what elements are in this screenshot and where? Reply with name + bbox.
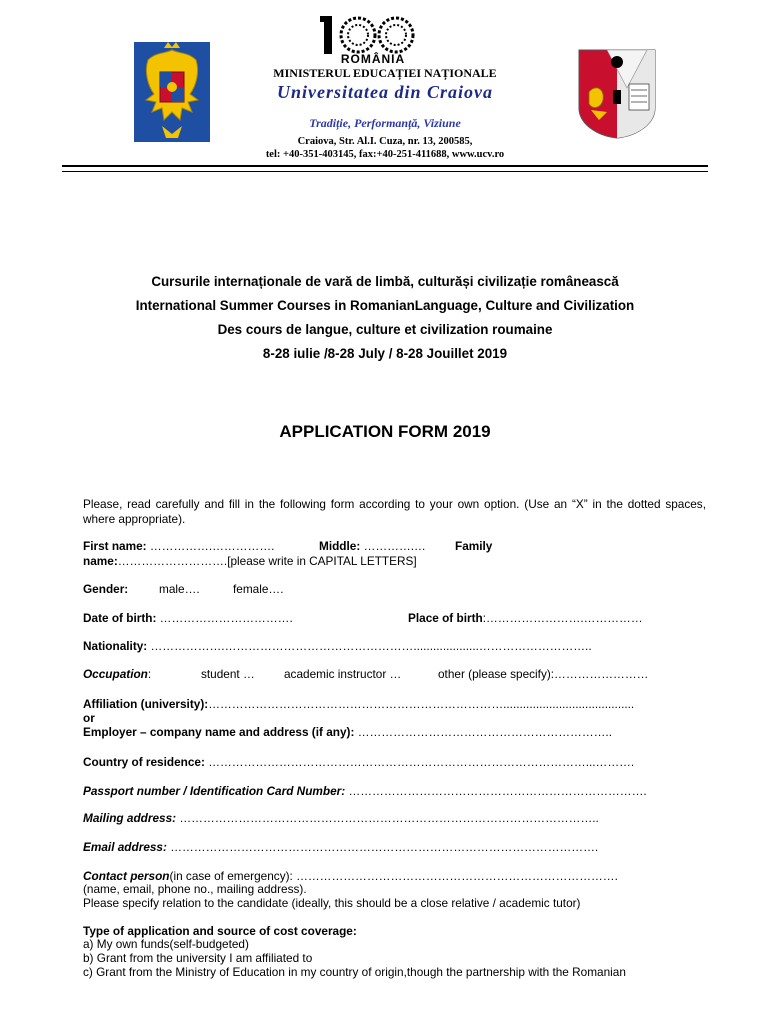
employer-field[interactable]: ……………………………………………………….. [354, 725, 612, 739]
pob-row [408, 611, 643, 625]
nationality-label: Nationality: [83, 639, 148, 653]
course-title-romanian: Cursurile internaționale de vară de limbă, culturăși civilizație românească [151, 274, 619, 289]
gender-female-option[interactable]: female…. [233, 582, 284, 596]
residence-label: Country of residence: [83, 755, 205, 769]
university-motto: Tradiție, Performanță, Viziune [309, 116, 461, 130]
email-field[interactable]: ………………………………………………………………………………………………. [166, 840, 599, 854]
contact-label: Contact person [83, 869, 170, 883]
gender-male-option[interactable]: male…. [159, 582, 200, 596]
or-label: or [83, 711, 95, 725]
affiliation-field[interactable]: …………………………………………………………………........................................ [208, 697, 635, 711]
passport-row [83, 784, 647, 798]
email-label: Email address: [83, 840, 167, 854]
nationality-field[interactable]: ……………….…………………………………………....................……………………….. [147, 639, 592, 653]
pob-label: Place of birth [408, 611, 483, 625]
application-type-label: Type of application and source of cost coverage: [83, 924, 357, 938]
first-name-label: First name: [83, 539, 147, 553]
mailing-label: Mailing address: [83, 811, 177, 825]
university-address: Craiova, Str. Al.I. Cuza, nr. 13, 200585, [297, 136, 473, 147]
course-title-french: Des cours de langue, culture et civilization roumaine [217, 322, 553, 337]
affiliation-row [83, 697, 634, 711]
contact-field[interactable]: (in case of emergency): ………………………………………………………………………. [169, 869, 618, 883]
centenary-logo-text: ROMÂNIA [340, 52, 406, 66]
gender-label: Gender: [83, 582, 129, 596]
middle-name-row [319, 539, 426, 553]
occupation-label: Occupation [83, 667, 148, 681]
application-type-b[interactable]: b) Grant from the university I am affiliated to [83, 951, 313, 965]
dob-field[interactable]: ……………………………. [156, 611, 293, 625]
dob-label: Date of birth: [83, 611, 157, 625]
header-divider [62, 165, 708, 172]
mailing-row [83, 811, 599, 825]
family-name-field[interactable]: ………………………. [117, 554, 228, 568]
dob-row [83, 611, 293, 625]
contact-row [83, 869, 618, 883]
university-name: Universitatea din Craiova [276, 82, 493, 102]
form-title: APPLICATION FORM 2019 [279, 422, 491, 441]
pob-field[interactable]: :…………………….…………… [482, 611, 643, 625]
university-contacts: tel: +40-351-403145, fax:+40-251-411688, www.ucv.ro [265, 149, 505, 160]
application-type-c[interactable]: c) Grant from the Ministry of Education in my country of origin,though the partnership with the Romanian [83, 965, 626, 979]
employer-row [83, 725, 612, 739]
affiliation-label: Affiliation (university): [83, 697, 209, 711]
residence-row [83, 755, 634, 769]
middle-name-label: Middle: [319, 539, 361, 553]
residence-field[interactable]: ……………………………………………………………………………………...………. [204, 755, 635, 769]
occupation-academic-option[interactable]: academic instructor … [284, 667, 402, 681]
family-name-row [83, 554, 417, 568]
application-type-a[interactable]: a) My own funds(self-budgeted) [83, 937, 249, 951]
contact-note-2: Please specify relation to the candidate (ideally, this should be a close relative / academic tutor) [83, 896, 581, 910]
email-row [83, 840, 598, 854]
employer-label: Employer – company name and address (if any): [83, 725, 355, 739]
course-title-english: International Summer Courses in RomanianLanguage, Culture and Civilization [135, 298, 635, 313]
occupation-other-option[interactable]: other (please specify):…………………… [438, 667, 649, 681]
passport-label: Passport number / Identification Card Number: [83, 784, 346, 798]
first-name-field[interactable]: …………….……………. [146, 539, 275, 553]
passport-field[interactable]: …………………………………………………………………. [345, 784, 647, 798]
mailing-field[interactable]: …………………………………………………………………………………………….. [176, 811, 599, 825]
family-label: Family [455, 539, 493, 553]
form-instructions: Please, read carefully and fill in the following form according to your own option. (Use an “X” in the dotted spaces, where appropriate). [83, 497, 706, 526]
contact-note-1: (name, email, phone no., mailing address). [83, 882, 307, 896]
occupation-student-option[interactable]: student … [201, 667, 255, 681]
name-row [83, 539, 274, 553]
ministry-name: MINISTERUL EDUCAȚIEI NAȚIONALE [273, 66, 497, 80]
nationality-row [83, 639, 592, 653]
capital-letters-note: [please write in CAPITAL LETTERS] [227, 554, 417, 568]
occupation-row [83, 667, 151, 681]
course-dates: 8-28 iulie /8-28 July / 8-28 Jouillet 2019 [262, 346, 508, 361]
middle-name-field[interactable]: ………….… [360, 539, 426, 553]
occupation-colon: : [147, 667, 152, 681]
family-name-label: name: [83, 554, 118, 568]
